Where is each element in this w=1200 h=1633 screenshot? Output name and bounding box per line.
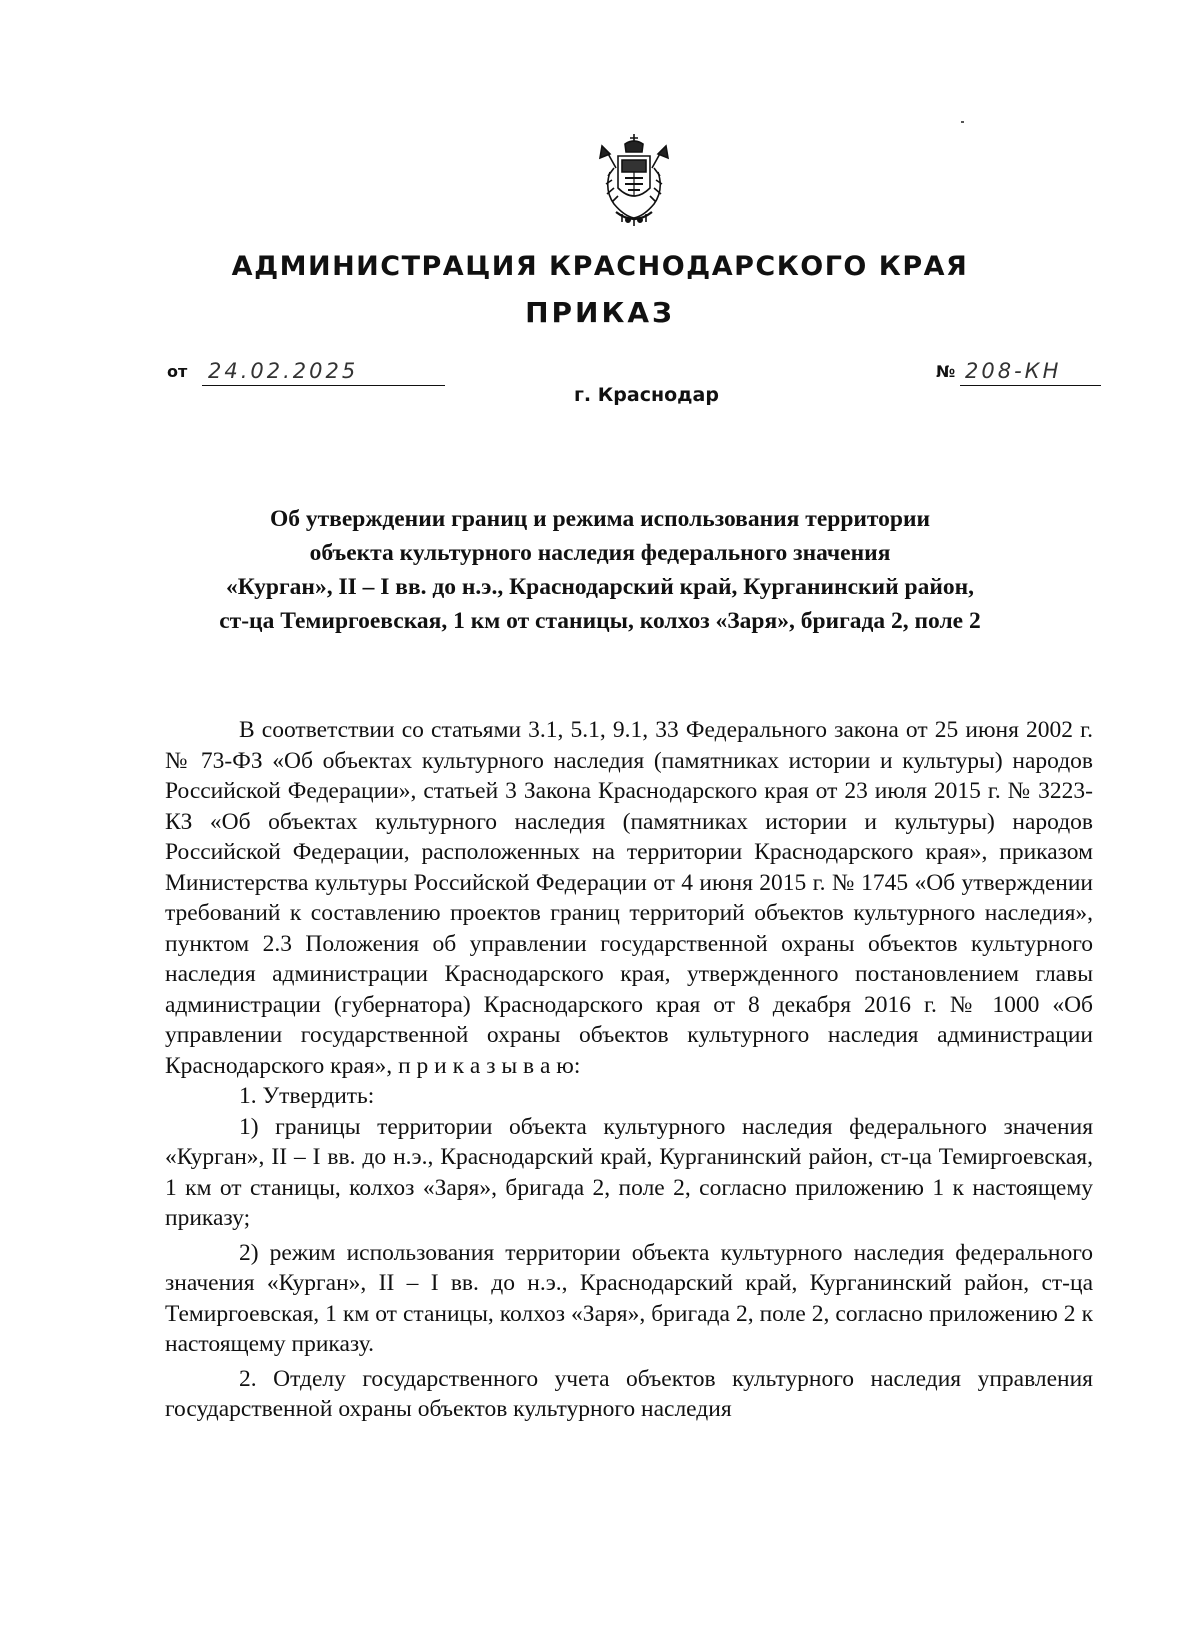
item-1-1: 1) границы территории объекта культурного наследия федерального значения «Курган», II – I вв. до н.э., Краснодарский край, Курганинский район, ст-ца Темиргоевская, 1 км от станицы, колхоз «Заря», бригада 2, поле 2, согласно приложению 1 к настоящему приказу; xyxy=(165,1113,1093,1231)
date-handwritten-value: 24.02.2025 xyxy=(208,359,359,383)
order-subject xyxy=(120,502,1080,638)
item-2: 2. Отделу государственного учета объектов культурного наследия управления государственной охраны объектов культурного наследия xyxy=(165,1365,1093,1422)
subject-line: Об утверждении границ и режима использования территории xyxy=(269,506,931,532)
scan-speck xyxy=(961,121,964,123)
preamble-text: В соответствии со статьями 3.1, 5.1, 9.1, 33 Федерального закона от 25 июня 2002 г. № 73-ФЗ «Об объектах культурного наследия (памятниках истории и культуры) народов Российской Федерации», статьей 3 Закона Краснодарского края от 23 июля 2015 г. № 3223-КЗ «Об объектах культурного наследия (памятниках истории и культуры) народов Российской Федерации, расположенных на территории Краснодарского края», приказом Министерства культуры Российской Федерации от 4 июня 2015 г. № 1745 «Об утверждении требований к составлению проектов границ территорий объектов культурного наследия», пунктом 2.3 Положения об управлении государственной охраны объектов культурного наследия администрации Краснодарского края, утвержденного постановлением главы администрации (губернатора) Краснодарского края от 8 декабря 2016 г. № 1000 «Об управлении государственной охраны объектов культурного наследия администрации Краснодарского края», xyxy=(165,717,1093,1079)
item-1-heading: 1. Утвердить: xyxy=(239,1083,375,1109)
order-word: п р и к а з ы в а ю: xyxy=(398,1052,581,1079)
organization-title: АДМИНИСТРАЦИЯ КРАСНОДАРСКОГО КРАЯ xyxy=(231,251,969,282)
order-body xyxy=(165,715,1093,1425)
subject-line: объекта культурного наследия федерального значения xyxy=(309,540,891,566)
item-1-2: 2) режим использования территории объекта культурного наследия федерального значения «Курган», II – I вв. до н.э., Краснодарский край, Курганинский район, ст-ца Темиргоевская, 1 км от станицы, колхоз «Заря», бригада 2, поле 2, согласно приложению 2 к настоящему приказу. xyxy=(165,1239,1093,1357)
subject-line: «Курган», II – I вв. до н.э., Краснодарский край, Курганинский район, xyxy=(225,574,975,600)
date-prefix: от xyxy=(167,362,188,381)
number-field xyxy=(960,355,1101,386)
krasnodar-coat-of-arms-icon xyxy=(592,132,676,228)
preamble-paragraph xyxy=(165,715,1093,1081)
number-prefix: № xyxy=(936,362,956,381)
document-type-title: ПРИКАЗ xyxy=(525,296,675,329)
number-handwritten-value: 208-КН xyxy=(965,359,1062,383)
subject-line: ст-ца Темиргоевская, 1 км от станицы, колхоз «Заря», бригада 2, поле 2 xyxy=(219,608,981,634)
date-field xyxy=(202,355,445,386)
city-label: г. Краснодар xyxy=(574,384,719,406)
